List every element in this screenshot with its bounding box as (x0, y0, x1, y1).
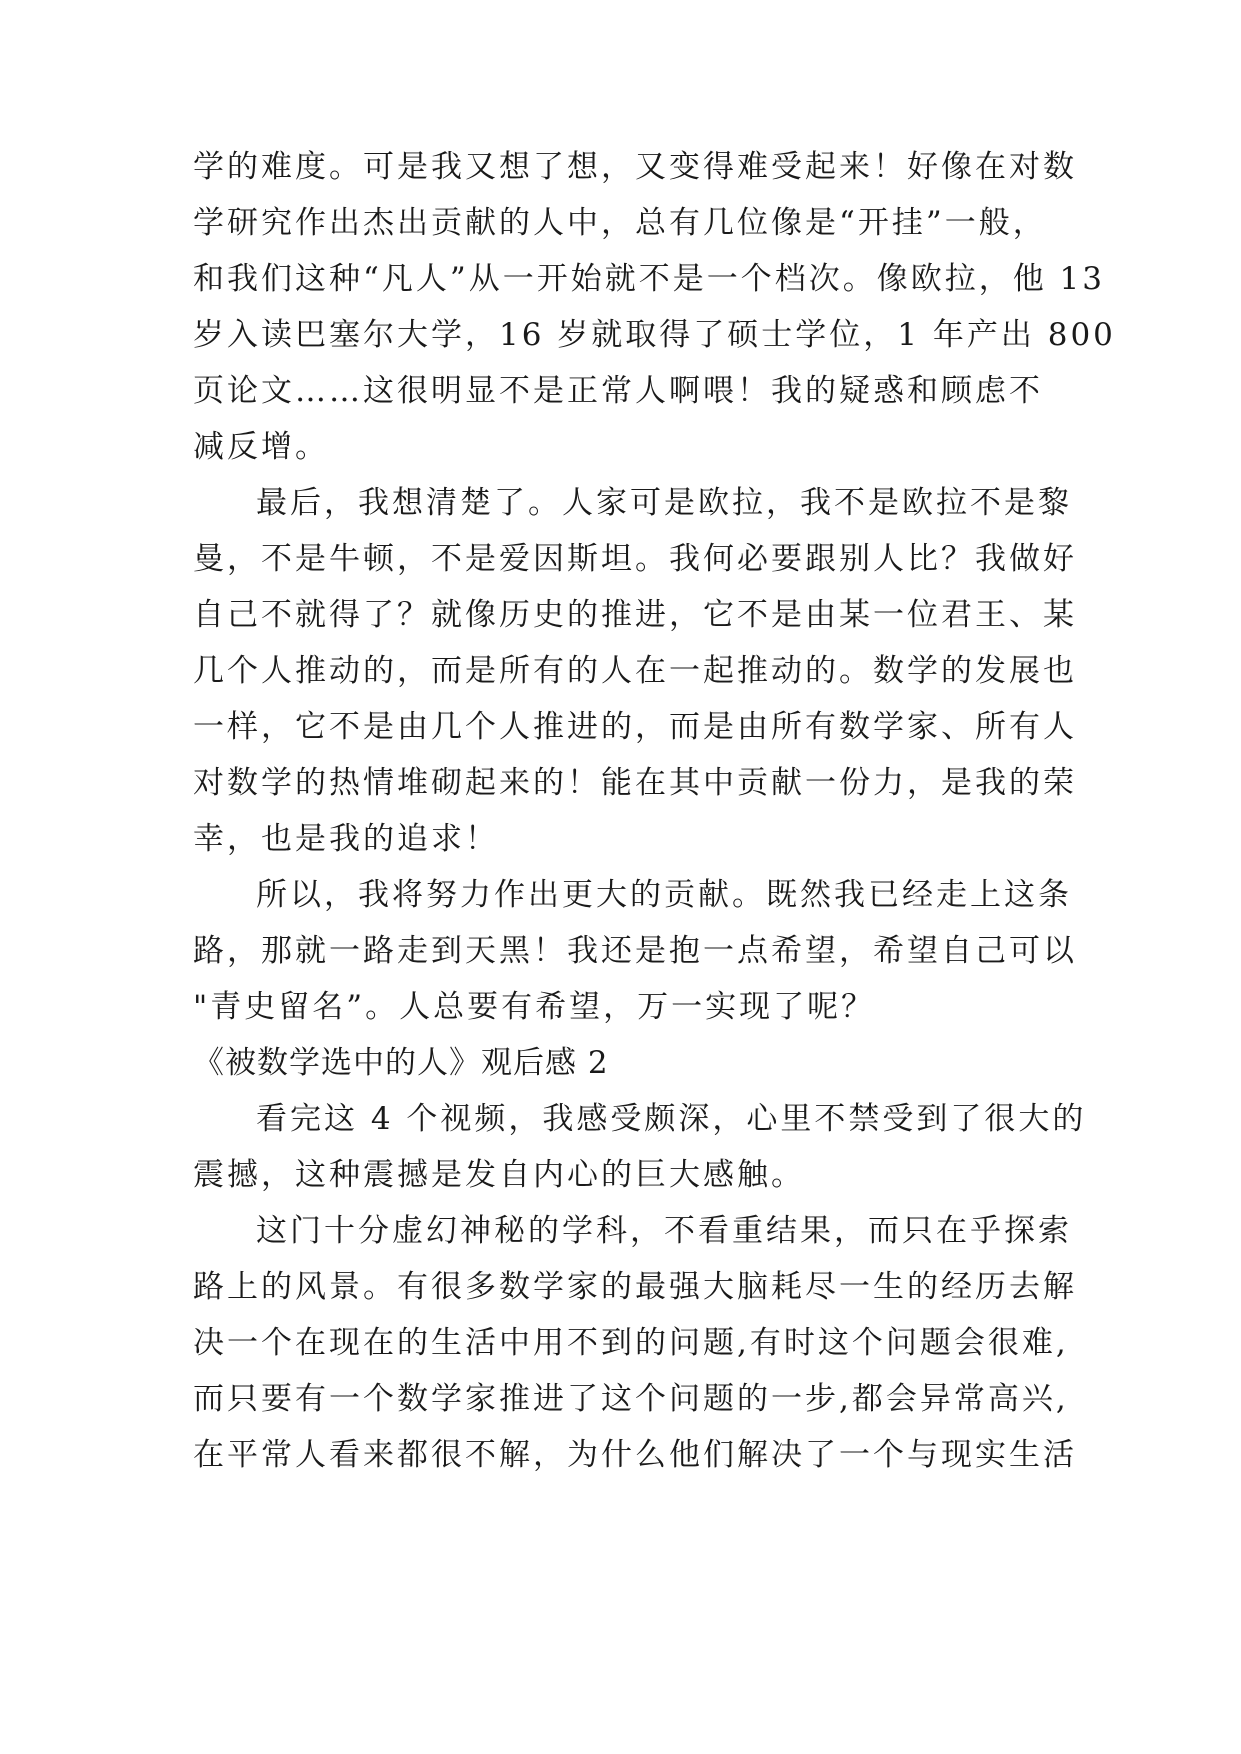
text-line: 而只要有一个数学家推进了这个问题的一步,都会异常高兴, (193, 1381, 1069, 1417)
text-line: 路上的风景。有很多数学家的最强大脑耗尽一生的经历去解 (193, 1269, 1077, 1305)
text-line: 决一个在现在的生活中用不到的问题,有时这个问题会很难, (193, 1325, 1069, 1361)
text-line: 学的难度。可是我又想了想，又变得难受起来！好像在对数 (193, 149, 1077, 185)
text-line: 岁入读巴塞尔大学，16 岁就取得了硕士学位，1 年产出 800 (193, 317, 1116, 353)
paragraph-first-line: 所以，我将努力作出更大的贡献。既然我已经走上这条 (256, 877, 1072, 913)
text-line: 曼，不是牛顿，不是爱因斯坦。我何必要跟别人比？我做好 (193, 541, 1077, 577)
text-line: 一样，它不是由几个人推进的，而是由所有数学家、所有人 (193, 709, 1077, 745)
text-line: 自己不就得了？就像历史的推进，它不是由某一位君王、某 (193, 597, 1077, 633)
text-line: 学研究作出杰出贡献的人中，总有几位像是“开挂”一般， (193, 205, 1047, 241)
text-line: 幸，也是我的追求！ (193, 821, 499, 857)
section-heading: 《被数学选中的人》观后感 2 (193, 1045, 609, 1081)
paragraph-first-line: 最后，我想清楚了。人家可是欧拉，我不是欧拉不是黎 (256, 485, 1072, 521)
paragraph-first-line: 这门十分虚幻神秘的学科，不看重结果，而只在乎探索 (256, 1213, 1072, 1249)
text-line: "青史留名”。人总要有希望，万一实现了呢？ (193, 989, 876, 1025)
text-line: 页论文……这很明显不是正常人啊喂！我的疑惑和顾虑不 (193, 373, 1043, 409)
text-line: 减反增。 (193, 429, 329, 465)
text-line: 对数学的热情堆砌起来的！能在其中贡献一份力，是我的荣 (193, 765, 1077, 801)
text-line: 几个人推动的，而是所有的人在一起推动的。数学的发展也 (193, 653, 1077, 689)
text-line: 和我们这种“凡人”从一开始就不是一个档次。像欧拉，他 13 (193, 261, 1105, 297)
text-line: 在平常人看来都很不解，为什么他们解决了一个与现实生活 (193, 1437, 1077, 1473)
text-line: 路，那就一路走到天黑！我还是抱一点希望，希望自己可以 (193, 933, 1077, 969)
paragraph-first-line: 看完这 4 个视频，我感受颇深，心里不禁受到了很大的 (256, 1101, 1087, 1137)
text-line: 震撼，这种震撼是发自内心的巨大感触。 (193, 1157, 805, 1193)
